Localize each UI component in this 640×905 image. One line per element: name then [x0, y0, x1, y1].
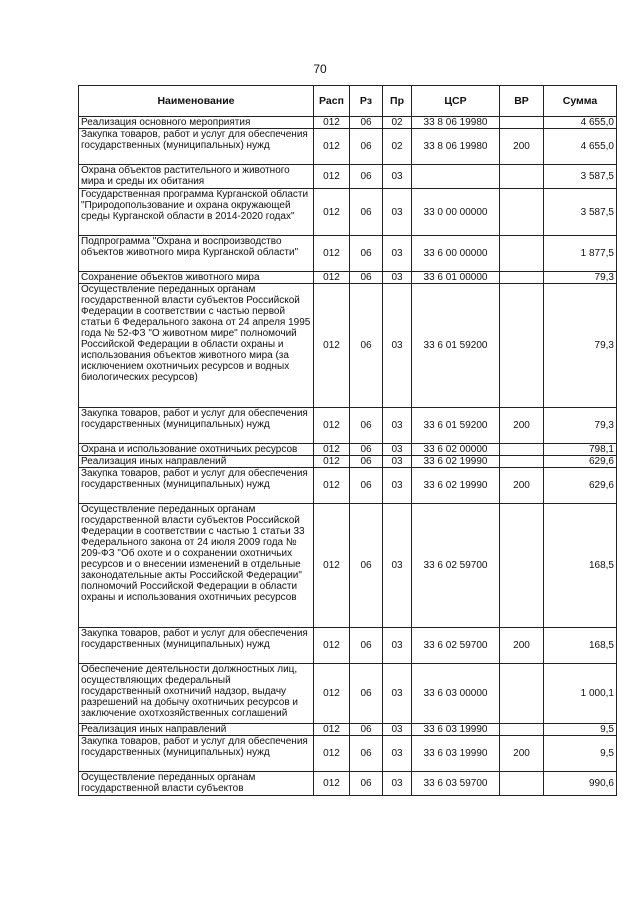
table-row — [79, 272, 617, 284]
row-rasp: 012 — [314, 189, 350, 236]
row-sum: 168,5 — [544, 628, 617, 664]
header-pr: Пр — [383, 86, 412, 117]
table-body — [79, 117, 617, 796]
row-rasp: 012 — [314, 284, 350, 408]
row-name: Реализация основного мероприятия — [79, 117, 314, 129]
row-rasp: 012 — [314, 117, 350, 129]
row-pr: 03 — [383, 628, 412, 664]
table-row — [79, 129, 617, 165]
table-row — [79, 724, 617, 736]
row-vr — [500, 664, 544, 724]
row-vr — [500, 724, 544, 736]
row-rasp: 012 — [314, 272, 350, 284]
row-sum: 3 587,5 — [544, 189, 617, 236]
row-rz: 06 — [350, 408, 383, 444]
row-csr: 33 0 00 00000 — [412, 189, 500, 236]
row-vr: 200 — [500, 736, 544, 772]
row-vr — [500, 189, 544, 236]
row-csr: 33 6 03 19990 — [412, 724, 500, 736]
row-sum: 4 655,0 — [544, 129, 617, 165]
row-vr: 200 — [500, 628, 544, 664]
row-vr: 200 — [500, 408, 544, 444]
row-csr: 33 6 02 59700 — [412, 628, 500, 664]
row-csr: 33 6 01 00000 — [412, 272, 500, 284]
row-name: Осуществление переданных органам государственной власти субъектов Российской Федерации в соответствии с частью первой статьи 6 Федерального закона от 24 апреля 1995 года № 52-ФЗ "О животном мире" полномочий Российской Федерации в области охраны и использования объектов животного мира (за исключением охотничьих ресурсов и водных биологических ресурсов) — [79, 284, 314, 408]
table-row — [79, 189, 617, 236]
row-sum: 1 877,5 — [544, 236, 617, 272]
page-number: 70 — [313, 62, 327, 76]
header-csr: ЦСР — [412, 86, 500, 117]
row-rasp: 012 — [314, 456, 350, 468]
row-sum: 3 587,5 — [544, 165, 617, 189]
header-name: Наименование — [79, 86, 314, 117]
row-rasp: 012 — [314, 628, 350, 664]
row-name: Обеспечение деятельности должностных лиц, осуществляющих федеральный государственный охотничий надзор, выдачу разрешений на добычу охотничьих ресурсов и заключение охотхозяйственных соглашений — [79, 664, 314, 724]
row-rz: 06 — [350, 272, 383, 284]
row-csr: 33 6 03 00000 — [412, 664, 500, 724]
row-csr: 33 8 06 19980 — [412, 117, 500, 129]
budget-table — [78, 85, 617, 796]
row-vr — [500, 165, 544, 189]
table-row — [79, 444, 617, 456]
header-sum: Сумма — [544, 86, 617, 117]
row-name: Сохранение объектов животного мира — [79, 272, 314, 284]
row-vr — [500, 444, 544, 456]
row-csr — [412, 165, 500, 189]
row-name: Реализация иных направлений — [79, 456, 314, 468]
row-pr: 03 — [383, 408, 412, 444]
table-header-row — [79, 86, 617, 117]
row-rz: 06 — [350, 165, 383, 189]
row-sum: 4 655,0 — [544, 117, 617, 129]
row-rasp: 012 — [314, 772, 350, 796]
row-rasp: 012 — [314, 724, 350, 736]
row-rasp: 012 — [314, 444, 350, 456]
row-vr — [500, 236, 544, 272]
row-vr — [500, 117, 544, 129]
row-csr: 33 6 02 00000 — [412, 444, 500, 456]
row-sum: 629,6 — [544, 468, 617, 504]
table-row — [79, 165, 617, 189]
row-name: Государственная программа Курганской области "Природопользование и охрана окружающей среды Курганской области в 2014-2020 годах" — [79, 189, 314, 236]
row-pr: 03 — [383, 772, 412, 796]
row-sum: 9,5 — [544, 736, 617, 772]
table-row — [79, 408, 617, 444]
row-rasp: 012 — [314, 408, 350, 444]
row-pr: 03 — [383, 736, 412, 772]
row-vr — [500, 504, 544, 628]
row-name: Закупка товаров, работ и услуг для обеспечения государственных (муниципальных) нужд — [79, 129, 314, 165]
row-rz: 06 — [350, 444, 383, 456]
table-row — [79, 664, 617, 724]
header-rasp: Расп — [314, 86, 350, 117]
row-vr: 200 — [500, 129, 544, 165]
row-name: Подпрограмма "Охрана и воспроизводство объектов животного мира Курганской области" — [79, 236, 314, 272]
row-pr: 03 — [383, 468, 412, 504]
row-rz: 06 — [350, 664, 383, 724]
row-csr: 33 6 01 59200 — [412, 284, 500, 408]
row-name: Осуществление переданных органам государственной власти субъектов — [79, 772, 314, 796]
row-sum: 629,6 — [544, 456, 617, 468]
row-pr: 03 — [383, 165, 412, 189]
row-csr: 33 8 06 19980 — [412, 129, 500, 165]
row-name: Закупка товаров, работ и услуг для обеспечения государственных (муниципальных) нужд — [79, 468, 314, 504]
row-pr: 03 — [383, 284, 412, 408]
row-pr: 03 — [383, 189, 412, 236]
row-csr: 33 6 02 19990 — [412, 456, 500, 468]
row-name: Закупка товаров, работ и услуг для обеспечения государственных (муниципальных) нужд — [79, 736, 314, 772]
row-sum: 9,5 — [544, 724, 617, 736]
row-pr: 03 — [383, 236, 412, 272]
row-csr: 33 6 02 19990 — [412, 468, 500, 504]
row-vr — [500, 272, 544, 284]
row-csr: 33 6 00 00000 — [412, 236, 500, 272]
row-pr: 02 — [383, 117, 412, 129]
row-rasp: 012 — [314, 165, 350, 189]
row-name: Охрана объектов растительного и животного мира и среды их обитания — [79, 165, 314, 189]
table-row — [79, 456, 617, 468]
row-pr: 03 — [383, 504, 412, 628]
row-rz: 06 — [350, 284, 383, 408]
row-sum: 798,1 — [544, 444, 617, 456]
row-name: Реализация иных направлений — [79, 724, 314, 736]
row-vr — [500, 772, 544, 796]
row-name: Закупка товаров, работ и услуг для обеспечения государственных (муниципальных) нужд — [79, 628, 314, 664]
row-name: Закупка товаров, работ и услуг для обеспечения государственных (муниципальных) нужд — [79, 408, 314, 444]
row-csr: 33 6 01 59200 — [412, 408, 500, 444]
row-rasp: 012 — [314, 664, 350, 724]
row-sum: 79,3 — [544, 408, 617, 444]
row-rz: 06 — [350, 236, 383, 272]
table-row — [79, 628, 617, 664]
header-rz: Рз — [350, 86, 383, 117]
row-sum: 168,5 — [544, 504, 617, 628]
row-rz: 06 — [350, 628, 383, 664]
row-csr: 33 6 02 59700 — [412, 504, 500, 628]
row-pr: 03 — [383, 444, 412, 456]
row-pr: 03 — [383, 272, 412, 284]
row-rz: 06 — [350, 468, 383, 504]
row-rz: 06 — [350, 504, 383, 628]
row-sum: 79,3 — [544, 272, 617, 284]
row-pr: 03 — [383, 724, 412, 736]
row-vr — [500, 456, 544, 468]
row-sum: 1 000,1 — [544, 664, 617, 724]
row-vr: 200 — [500, 468, 544, 504]
row-rz: 06 — [350, 117, 383, 129]
row-rz: 06 — [350, 456, 383, 468]
row-pr: 02 — [383, 129, 412, 165]
row-sum: 990,6 — [544, 772, 617, 796]
table-row — [79, 772, 617, 796]
row-rasp: 012 — [314, 736, 350, 772]
row-sum: 79,3 — [544, 284, 617, 408]
row-rz: 06 — [350, 724, 383, 736]
row-rasp: 012 — [314, 236, 350, 272]
row-rasp: 012 — [314, 129, 350, 165]
row-csr: 33 6 03 59700 — [412, 772, 500, 796]
table-row — [79, 284, 617, 408]
table-row — [79, 117, 617, 129]
row-name: Охрана и использование охотничьих ресурсов — [79, 444, 314, 456]
row-csr: 33 6 03 19990 — [412, 736, 500, 772]
row-rz: 06 — [350, 189, 383, 236]
table-row — [79, 736, 617, 772]
row-vr — [500, 284, 544, 408]
row-rz: 06 — [350, 129, 383, 165]
header-vr: ВР — [500, 86, 544, 117]
row-rasp: 012 — [314, 504, 350, 628]
row-pr: 03 — [383, 664, 412, 724]
row-rz: 06 — [350, 772, 383, 796]
row-pr: 03 — [383, 456, 412, 468]
row-rz: 06 — [350, 736, 383, 772]
table-row — [79, 504, 617, 628]
row-name: Осуществление переданных органам государственной власти субъектов Российской Федерации в соответствии с частью 1 статьи 33 Федерального закона от 24 июля 2009 года № 209-ФЗ "Об охоте и о сохранении охотничьих ресурсов и о внесении изменений в отдельные законодательные акты Российской Федерации" полномочий Российской Федерации в области охраны и использования охотничьих ресурсов — [79, 504, 314, 628]
table-row — [79, 236, 617, 272]
table-row — [79, 468, 617, 504]
row-rasp: 012 — [314, 468, 350, 504]
